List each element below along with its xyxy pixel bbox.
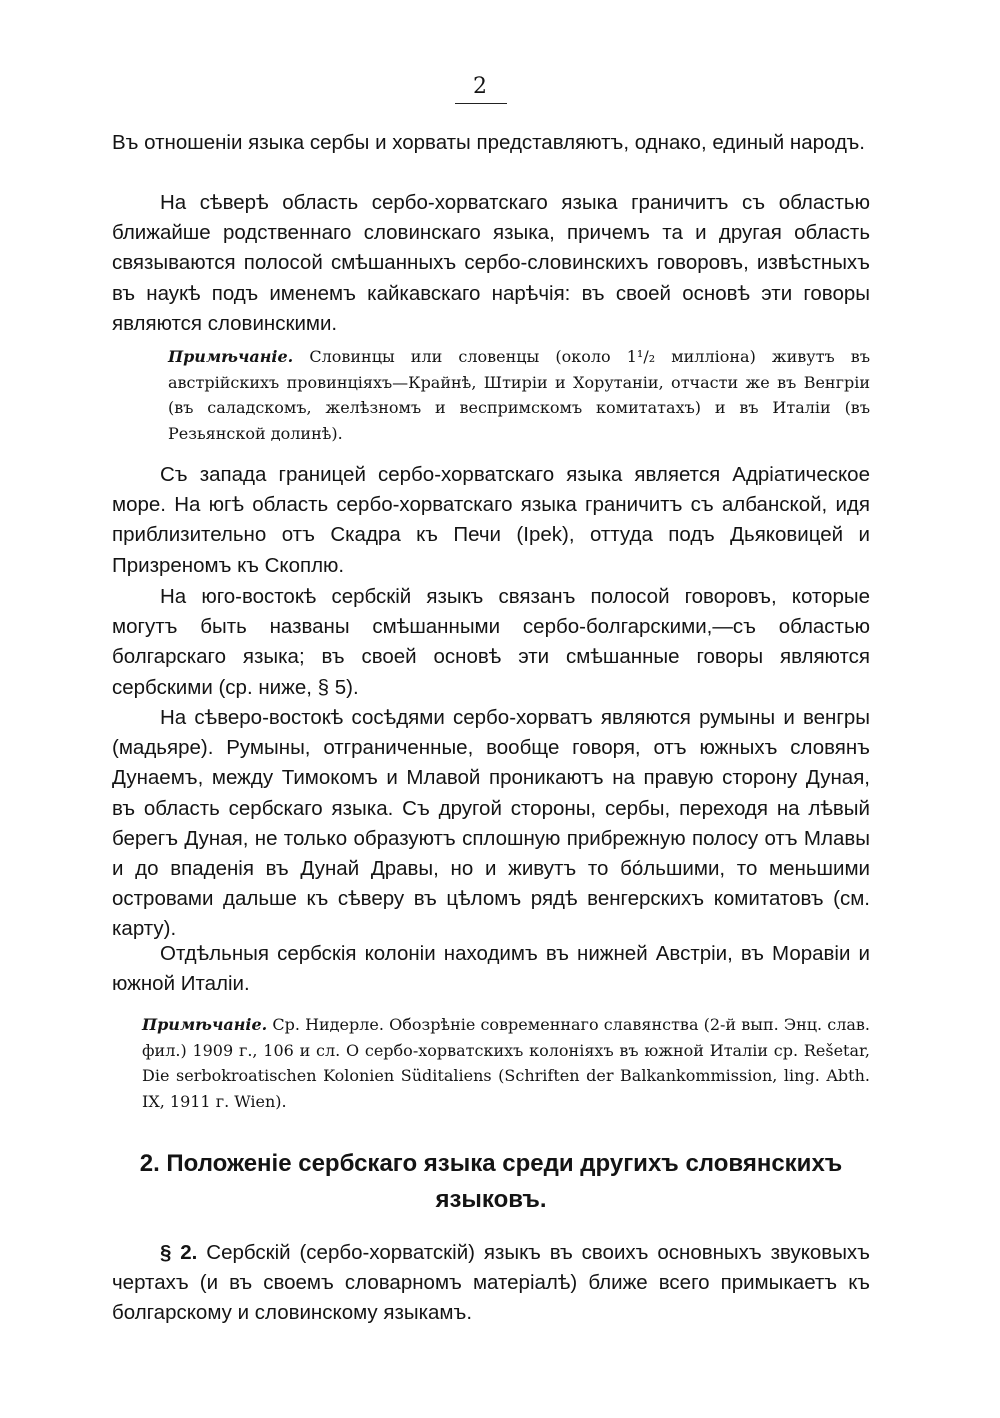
footnote-1-lead: Примѣчаніе. [168,347,294,366]
footnote-1 [168,344,870,446]
footnote-2-lead: Примѣчаніе. [142,1015,268,1034]
section-paragraph-mark: § 2. [160,1241,198,1264]
footnote-2-text: Ср. Нидерле. Обозрѣніе современнаго славянства (2-й вып. Энц. слав. фил.) 1909 г., 106 и сл. О сербо-хорватскихъ колоніяхъ въ южной Италіи ср. Rešetar, Die serbokroatischen Kolonien Süditaliens (Schriften der Balkankommission, ling. Abth. IX, 1911 г. Wien). [142,1015,870,1111]
footnote-1-text: Словинцы или словенцы (около 1¹/₂ милліона) живутъ въ австрійскихъ провинціяхъ—Крайнѣ, Штиріи и Хорутаніи, отчасти же въ Венгріи (въ саладскомъ, желѣзномъ и веспримскомъ комитатахъ) и въ Италіи (въ Резьянской долинѣ). [168,347,870,443]
page-number: 2 [473,74,487,99]
page-number-rule [455,103,507,104]
section-paragraph [112,1238,870,1329]
paragraph-2: На сѣверѣ область сербо-хорватскаго языка граничитъ съ областью ближайше родственнаго словинскаго языка, причемъ та и другая область связываются полосой смѣшанныхъ сербо-словинскихъ говоровъ, извѣстныхъ въ наукѣ подъ именемъ кайкавскаго нарѣчія: въ своей основѣ эти говоры являются словинскими. [112,191,870,335]
paragraph-3: Съ запада границей сербо-хорватскаго языка является Адріатическое море. На югѣ область сербо-хорватскаго языка граничитъ съ албанской, идя приблизительно отъ Скадра къ Печи (Ipek), оттуда подъ Дьяковицей и Призреномъ къ Скоплю. [112,463,870,577]
paragraph-1: Въ отношеніи языка сербы и хорваты представляютъ, однако, единый народъ. [112,131,865,154]
paragraph-6: Отдѣльныя сербскія колоніи находимъ въ нижней Австріи, въ Моравіи и южной Италіи. [112,942,870,996]
paragraph-4: На юго-востокѣ сербскій языкъ связанъ полосой говоровъ, которые могутъ быть названы смѣшанными сербо-болгарскими,—съ областью болгарскаго языка; въ своей основѣ эти смѣшанные говоры являются сербскими (ср. ниже, § 5). [112,585,870,699]
section-paragraph-text: Сербскій (сербо-хорватскій) языкъ въ своихъ основныхъ звуковыхъ чертахъ (и въ своемъ словарномъ матеріалѣ) ближе всего примыкаетъ къ болгарскому и словинскому языкамъ. [112,1241,870,1325]
section-heading: 2. Положеніе сербскаго языка среди другихъ словянскихъ языковъ. [139,1150,843,1213]
paragraph-5: На сѣверо-востокѣ сосѣдями сербо-хорватъ являются румыны и венгры (мадьяре). Румыны, отграниченные, вообще говоря, отъ южныхъ словянъ Дунаемъ, между Тимокомъ и Млавой проникаютъ на правую сторону Дуная, въ область сербскаго языка. Съ другой стороны, сербы, переходя на лѣвый берегъ Дуная, не только образуютъ сплошную прибрежную полосу отъ Млавы и до впаденія въ Дунай Дравы, но и живутъ то бо́льшими, то меньшими островами дальше къ сѣверу въ цѣломъ рядѣ венгерскихъ комитатовъ (см. карту). [112,706,870,941]
footnote-2 [142,1012,870,1114]
